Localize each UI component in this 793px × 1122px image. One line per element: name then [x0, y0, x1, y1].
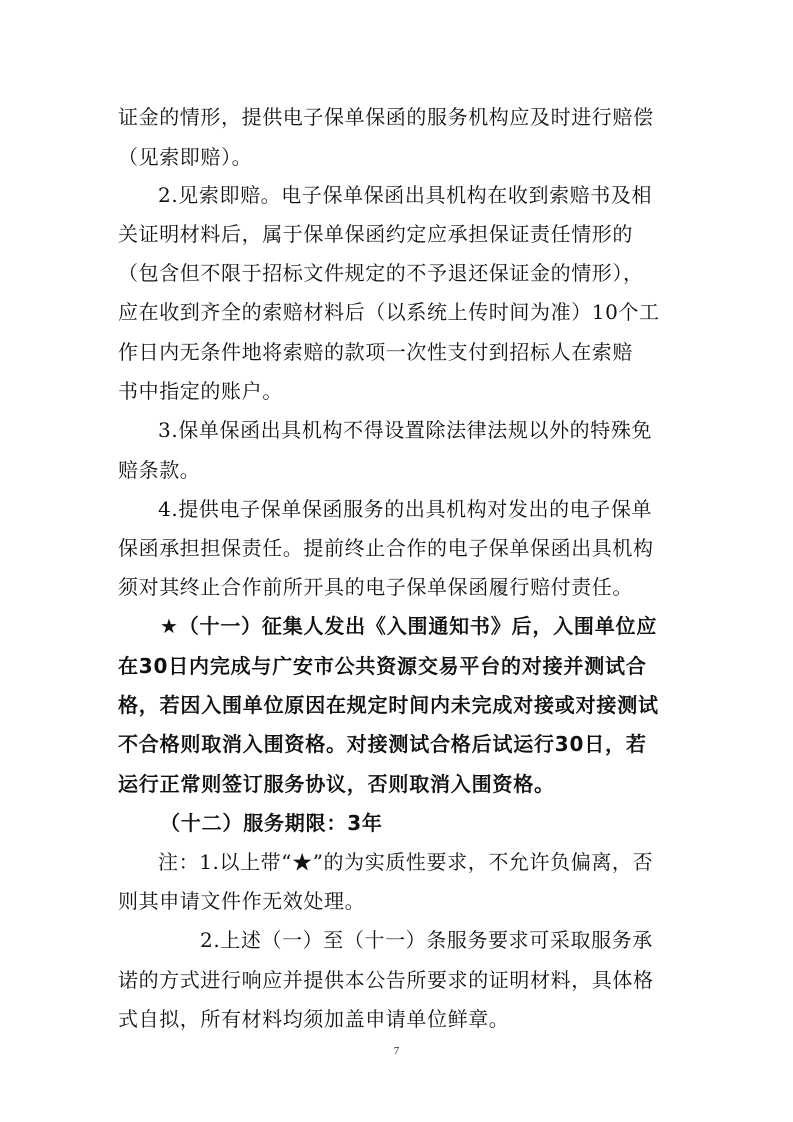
text-line-bold: ★（十一）征集人发出《入围通知书》后，入围单位应	[160, 614, 658, 638]
text-line: 须对其终止合作前所开具的电子保单保函履行赔付责任。	[118, 575, 633, 599]
text-line: （包含但不限于招标文件规定的不予退还保证金的情形），	[118, 261, 644, 285]
text-line: 式自拟，所有材料均须加盖申请单位鲜章。	[118, 1007, 510, 1031]
text-line: 保函承担担保责任。提前终止合作的电子保单保函出具机构	[118, 536, 654, 560]
text-line: 3.保单保函出具机构不得设置除法律法规以外的特殊免	[158, 418, 653, 442]
text-line: 赔条款。	[118, 458, 201, 482]
text-line-bold: 不合格则取消入围资格。对接测试合格后试运行30日，若	[118, 732, 647, 756]
text-line-bold: 在30日内完成与广安市公共资源交易平台的对接并测试合	[118, 654, 647, 678]
text-line: 则其申请文件作无效处理。	[118, 889, 366, 913]
text-line-bold: （十二）服务期限：3年	[160, 811, 383, 835]
text-line: 应在收到齐全的索赔材料后（以系统上传时间为准）10个工	[118, 300, 660, 324]
text-line: 4.提供电子保单保函服务的出具机构对发出的电子保单	[158, 497, 653, 521]
text-line: 注：1.以上带“★”的为实质性要求，不允许负偏离，否	[158, 850, 654, 874]
text-line: 作日内无条件地将索赔的款项一次性支付到招标人在索赔	[118, 340, 633, 364]
text-line: 2.上述（一）至（十一）条服务要求可采取服务承	[200, 928, 653, 952]
text-line: 证金的情形，提供电子保单保函的服务机构应及时进行赔偿	[118, 105, 654, 129]
text-line: （见索即赔）。	[118, 145, 253, 169]
page-number: 7	[393, 1045, 400, 1057]
text-line: 关证明材料后，属于保单保函约定应承担保证责任情形的	[118, 222, 633, 246]
text-line: 2.见索即赔。电子保单保函出具机构在收到索赔书及相	[158, 183, 653, 207]
text-line-bold: 运行正常则签订服务协议，否则取消入围资格。	[118, 772, 555, 796]
text-line: 诺的方式进行响应并提供本公告所要求的证明材料，具体格	[118, 968, 654, 992]
text-line: 书中指定的账户。	[118, 379, 283, 403]
text-line-bold: 格，若因入围单位原因在规定时间内未完成对接或对接测试	[118, 693, 659, 717]
